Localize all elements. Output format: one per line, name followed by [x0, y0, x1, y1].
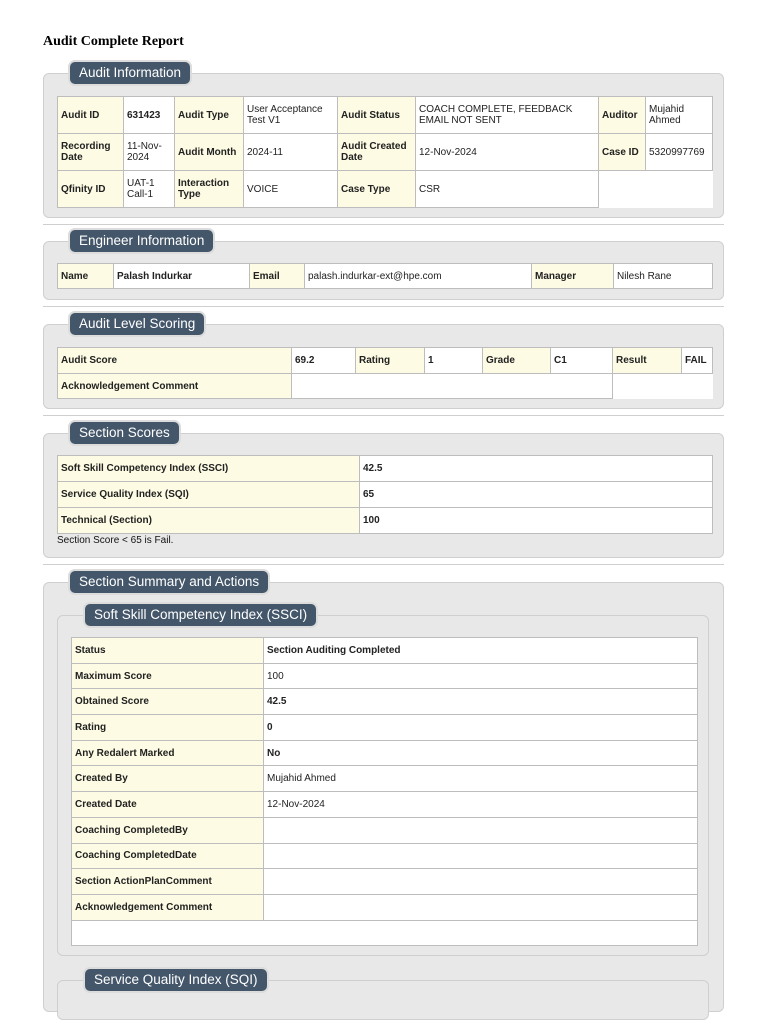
case-id-value: 5320997769 — [646, 134, 713, 171]
engineer-name-label: Name — [58, 264, 114, 289]
section-score-label: Service Quality Index (SQI) — [58, 482, 360, 508]
result-value: FAIL — [682, 348, 713, 374]
empty-cell — [613, 374, 713, 399]
ssci-row-label: Section ActionPlanComment — [72, 869, 264, 895]
ssci-row-value: No — [264, 740, 698, 766]
interaction-type-label: Interaction Type — [175, 171, 244, 208]
rating-label: Rating — [356, 348, 425, 374]
section-score-value: 65 — [360, 482, 713, 508]
engineer-name-value: Palash Indurkar — [114, 264, 250, 289]
divider — [43, 564, 724, 565]
audit-score-value: 69.2 — [292, 348, 356, 374]
audit-id-label: Audit ID — [58, 97, 124, 134]
table-row — [72, 894, 698, 920]
table-row — [72, 817, 698, 843]
section-score-label: Soft Skill Competency Index (SSCI) — [58, 456, 360, 482]
recording-date-value: 11-Nov-2024 — [124, 134, 175, 171]
audit-information-legend: Audit Information — [70, 62, 190, 84]
sqi-legend: Service Quality Index (SQI) — [85, 969, 267, 991]
empty-cell — [599, 171, 713, 208]
table-row — [72, 740, 698, 766]
ssci-row-value: 42.5 — [264, 689, 698, 715]
ssci-row-value — [264, 894, 698, 920]
audit-level-scoring-table — [57, 347, 713, 399]
acknowledgement-comment-value — [292, 374, 613, 399]
audit-created-date-value: 12-Nov-2024 — [416, 134, 599, 171]
recording-date-label: Recording Date — [58, 134, 124, 171]
ssci-row-label: Coaching CompletedDate — [72, 843, 264, 869]
ssci-row-label: Coaching CompletedBy — [72, 817, 264, 843]
manager-value: Nilesh Rane — [614, 264, 713, 289]
ssci-row-label: Maximum Score — [72, 663, 264, 689]
ssci-row-label: Status — [72, 638, 264, 664]
section-summary-legend: Section Summary and Actions — [70, 571, 268, 593]
audit-id-value: 631423 — [124, 97, 175, 134]
qfinity-id-value: UAT-1 Call-1 — [124, 171, 175, 208]
table-row — [72, 792, 698, 818]
engineer-email-value: palash.indurkar-ext@hpe.com — [305, 264, 532, 289]
case-type-label: Case Type — [338, 171, 416, 208]
table-row — [72, 920, 698, 946]
section-score-label: Technical (Section) — [58, 508, 360, 534]
divider — [43, 306, 724, 307]
audit-created-date-label: Audit Created Date — [338, 134, 416, 171]
ssci-summary-table — [71, 637, 698, 946]
ssci-row-label: Created Date — [72, 792, 264, 818]
engineer-information-table — [57, 263, 713, 289]
section-scores-table — [57, 455, 713, 534]
table-row — [72, 689, 698, 715]
grade-value: C1 — [551, 348, 613, 374]
ssci-row-label: Created By — [72, 766, 264, 792]
ssci-empty-row — [72, 920, 698, 946]
table-row — [58, 482, 713, 508]
section-score-value: 42.5 — [360, 456, 713, 482]
section-scores-legend: Section Scores — [70, 422, 179, 444]
case-type-value: CSR — [416, 171, 599, 208]
ssci-row-value: 12-Nov-2024 — [264, 792, 698, 818]
ssci-row-label: Acknowledgement Comment — [72, 894, 264, 920]
ssci-legend: Soft Skill Competency Index (SSCI) — [85, 604, 316, 626]
section-score-note: Section Score < 65 is Fail. — [57, 535, 174, 546]
rating-value: 1 — [425, 348, 483, 374]
audit-month-label: Audit Month — [175, 134, 244, 171]
section-score-value: 100 — [360, 508, 713, 534]
auditor-value: Mujahid Ahmed — [646, 97, 713, 134]
report-title: Audit Complete Report — [43, 34, 184, 49]
result-label: Result — [613, 348, 682, 374]
audit-level-scoring-legend: Audit Level Scoring — [70, 313, 204, 335]
table-row — [58, 508, 713, 534]
divider — [43, 224, 724, 225]
interaction-type-value: VOICE — [244, 171, 338, 208]
engineer-email-label: Email — [250, 264, 305, 289]
ssci-row-label: Rating — [72, 715, 264, 741]
audit-status-label: Audit Status — [338, 97, 416, 134]
ssci-row-label: Any Redalert Marked — [72, 740, 264, 766]
audit-month-value: 2024-11 — [244, 134, 338, 171]
case-id-label: Case ID — [599, 134, 646, 171]
ssci-row-value: Mujahid Ahmed — [264, 766, 698, 792]
ssci-row-value — [264, 869, 698, 895]
audit-type-label: Audit Type — [175, 97, 244, 134]
audit-information-table — [57, 96, 713, 208]
acknowledgement-comment-label: Acknowledgement Comment — [58, 374, 292, 399]
manager-label: Manager — [532, 264, 614, 289]
engineer-information-legend: Engineer Information — [70, 230, 213, 252]
table-row — [72, 766, 698, 792]
ssci-row-label: Obtained Score — [72, 689, 264, 715]
divider — [43, 415, 724, 416]
audit-type-value: User Acceptance Test V1 — [244, 97, 338, 134]
auditor-label: Auditor — [599, 97, 646, 134]
qfinity-id-label: Qfinity ID — [58, 171, 124, 208]
ssci-row-value: 100 — [264, 663, 698, 689]
table-row — [72, 638, 698, 664]
ssci-row-value — [264, 817, 698, 843]
table-row — [72, 843, 698, 869]
audit-score-label: Audit Score — [58, 348, 292, 374]
ssci-row-value — [264, 843, 698, 869]
audit-status-value: COACH COMPLETE, FEEDBACK EMAIL NOT SENT — [416, 97, 599, 134]
table-row — [72, 715, 698, 741]
table-row — [58, 456, 713, 482]
table-row — [72, 869, 698, 895]
grade-label: Grade — [483, 348, 551, 374]
ssci-row-value: Section Auditing Completed — [264, 638, 698, 664]
table-row — [72, 663, 698, 689]
ssci-row-value: 0 — [264, 715, 698, 741]
